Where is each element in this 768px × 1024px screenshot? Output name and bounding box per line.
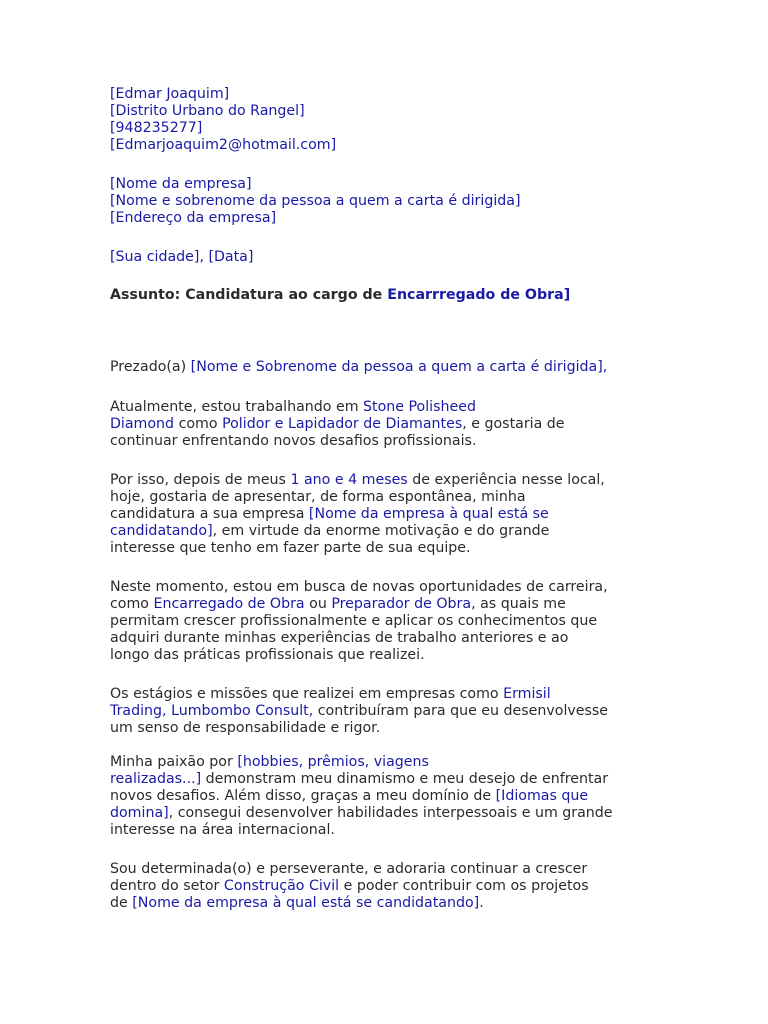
- p2-duration: 1 ano e 4 meses: [290, 472, 408, 488]
- p2-text-a: Por isso, depois de meus: [110, 472, 291, 488]
- subject-position: Encarrregado de Obra]: [387, 287, 571, 303]
- p3-text-a: Neste momento, estou em busca de novas oportunidades de carreira,: [110, 579, 608, 595]
- sender-block: [110, 86, 670, 154]
- p3-role-1: Encarregado de Obra: [153, 596, 305, 612]
- p1-text-c: , e gostaria de: [462, 416, 565, 432]
- p4-text-b: contribuíram para que eu desenvolvesse: [313, 703, 609, 719]
- p1-text-a: Atualmente, estou trabalhando em: [110, 399, 364, 415]
- p5-lang-2: domina]: [110, 805, 169, 821]
- sender-address: [Distrito Urbano do Rangel]: [110, 103, 305, 119]
- p1-company-1: Stone Polisheed: [363, 399, 476, 415]
- subject-line: [110, 287, 670, 304]
- p5-lang-1: [Idiomas que: [495, 788, 589, 804]
- greeting-prefix: Prezado(a): [110, 359, 191, 375]
- p3-text-g: longo das práticas profissionais que realizei.: [110, 647, 425, 663]
- p5-text-e: interesse na área internacional.: [110, 822, 335, 838]
- p2-text-b: de experiência nesse local,: [407, 472, 605, 488]
- p4-text-a: Os estágios e missões que realizei em empresas como: [110, 686, 504, 702]
- place-date-text: [Sua cidade], [Data]: [110, 249, 254, 265]
- sender-phone: [948235277]: [110, 120, 203, 136]
- p4-text-c: um senso de responsabilidade e rigor.: [110, 720, 381, 736]
- p3-text-b: como: [110, 596, 154, 612]
- p2-text-e: , em virtude da enorme motivação e do grande: [212, 523, 550, 539]
- p2-company-2: candidatando]: [110, 523, 213, 539]
- p2-text-d: candidatura a sua empresa: [110, 506, 309, 522]
- p6-text-d: de: [110, 895, 133, 911]
- p5-text-c: novos desafios. Além disso, graças a meu domínio de: [110, 788, 496, 804]
- recipient-company: [Nome da empresa]: [110, 176, 252, 192]
- recipient-person: [Nome e sobrenome da pessoa a quem a carta é dirigida]: [110, 193, 521, 209]
- greeting: [110, 359, 670, 376]
- p6-text-c: e poder contribuir com os projetos: [339, 878, 589, 894]
- p6-text-b: dentro do setor: [110, 878, 224, 894]
- p4-companies-2: Trading, Lumbombo Consult,: [110, 703, 314, 719]
- p5-text-d: , consegui desenvolver habilidades interpessoais e um grande: [168, 805, 613, 821]
- p5-hobbies-1: [hobbies, prêmios, viagens: [237, 754, 429, 770]
- subject-prefix: Assunto: Candidatura ao cargo de: [110, 287, 388, 303]
- paragraph-closing: [110, 861, 670, 912]
- paragraph-current-job: [110, 399, 670, 450]
- p6-company: [Nome da empresa à qual está se candidatando]: [132, 895, 480, 911]
- p2-text-f: interesse que tenho em fazer parte de sua equipe.: [110, 540, 471, 556]
- greeting-name: [Nome e Sobrenome da pessoa a quem a carta é dirigida]: [190, 359, 603, 375]
- place-date: [110, 249, 670, 266]
- p1-text-d: continuar enfrentando novos desafios profissionais.: [110, 433, 477, 449]
- p3-text-c: ou: [304, 596, 332, 612]
- p5-hobbies-2: realizadas...]: [110, 771, 202, 787]
- p3-text-e: permitam crescer profissionalmente e aplicar os conhecimentos que: [110, 613, 598, 629]
- p5-text-b: demonstram meu dinamismo e meu desejo de enfrentar: [201, 771, 609, 787]
- p5-text-a: Minha paixão por: [110, 754, 238, 770]
- p2-text-c: hoje, gostaria de apresentar, de forma espontânea, minha: [110, 489, 526, 505]
- p1-company-2: Diamond: [110, 416, 175, 432]
- p3-text-f: adquiri durante minhas experiências de trabalho anteriores e ao: [110, 630, 569, 646]
- p1-text-b: como: [174, 416, 223, 432]
- paragraph-passions: [110, 754, 670, 839]
- p6-text-a: Sou determinada(o) e perseverante, e adoraria continuar a crescer: [110, 861, 588, 877]
- p2-company-1: [Nome da empresa à qual está se: [308, 506, 549, 522]
- paragraph-opportunities: [110, 579, 670, 664]
- p6-sector: Construção Civil: [223, 878, 340, 894]
- sender-name: [Edmar Joaquim]: [110, 86, 230, 102]
- paragraph-experience: [110, 472, 670, 557]
- sender-email: [Edmarjoaquim2@hotmail.com]: [110, 137, 337, 153]
- p6-text-e: .: [479, 895, 484, 911]
- recipient-block: [110, 176, 670, 227]
- paragraph-internships: [110, 686, 670, 737]
- p1-role: Polidor e Lapidador de Diamantes: [222, 416, 463, 432]
- p4-companies-1: Ermisil: [503, 686, 551, 702]
- greeting-suffix: ,: [602, 359, 608, 375]
- p3-text-d: , as quais me: [471, 596, 566, 612]
- p3-role-2: Preparador de Obra: [331, 596, 472, 612]
- recipient-address: [Endereço da empresa]: [110, 210, 277, 226]
